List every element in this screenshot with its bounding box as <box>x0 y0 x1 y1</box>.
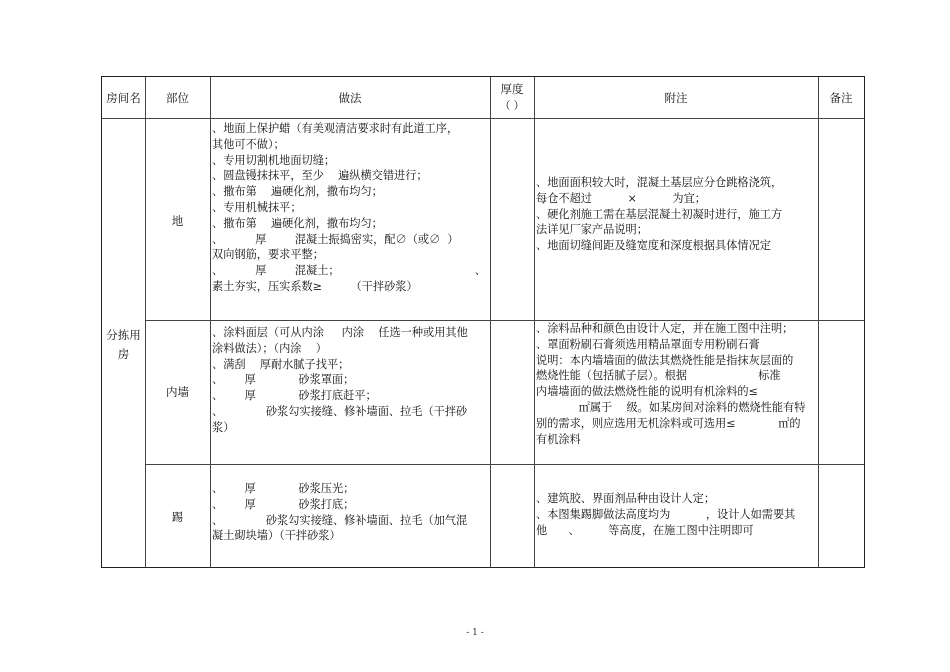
method-line: 、 砂浆勾实接缝、修补墙面、拉毛（干拌砂 <box>212 404 468 418</box>
method-line: 凝土砌块墙）（干拌砂浆） <box>212 529 341 543</box>
note-line: 、硬化剂施工需在基层混凝土初凝时进行，施工方 <box>536 207 783 221</box>
note-line: 每仓不超过 × 为宜； <box>536 191 706 205</box>
note-line: ㎡属于 级。如某房间对涂料的燃烧性能有特 <box>536 400 806 414</box>
notes-inner-wall <box>536 321 805 447</box>
method-line: 浆） <box>212 420 235 434</box>
note-line: 燃烧性能（包括腻子层）。根据 标准 <box>536 369 781 383</box>
col-divider <box>818 77 819 567</box>
note-line: 、罩面粉刷石膏须选用精品罩面专用粉刷石膏 <box>536 337 760 351</box>
notes-floor <box>536 175 782 254</box>
method-line: 、圆盘镘抹抹平，至少 遍纵横交错进行； <box>212 169 428 183</box>
method-line: 素土夯实，压实系数≥ （干拌砂浆） <box>212 279 418 293</box>
method-line: 其他可不做）； <box>212 137 285 151</box>
note-line: 他 、 等高度，在施工图中注明即可 <box>536 523 754 537</box>
method-line: 、 砂浆勾实接缝、修补墙面、拉毛（加气混 <box>212 513 468 527</box>
method-line: 、满刮 厚耐水腻子找平； <box>212 357 350 371</box>
col-divider <box>145 77 146 567</box>
method-inner-wall <box>212 325 468 436</box>
method-line: 、专用切割机地面切缝； <box>212 153 336 167</box>
method-skirting <box>212 481 467 544</box>
method-line: 双向钢筋，要求平整； <box>212 248 324 262</box>
note-line: 内墙墙面的做法燃烧性能的说明有机涂料的≤ <box>536 385 758 399</box>
table-bottom-border <box>101 567 865 568</box>
col-divider <box>210 77 211 567</box>
col-divider <box>534 77 535 567</box>
room-name-line: 分拣用 <box>106 328 141 342</box>
header-method: 做法 <box>338 91 362 105</box>
note-line: 、涂料品种和颜色由设计人定，并在施工图中注明； <box>536 322 794 335</box>
note-line: 、本图集踢脚做法高度均为 ，设计人如需要其 <box>536 507 796 521</box>
method-line: 、撒布第 遍硬化剂，撒布均匀； <box>212 216 383 230</box>
part-skirting: 踢 <box>171 510 184 524</box>
room-name-line: 房 <box>117 347 130 361</box>
header-room: 房间名 <box>106 91 141 105</box>
method-line: 、 厚 砂浆打底赶平； <box>212 389 377 403</box>
note-line: 、地面面积较大时，混凝土基层应分仓跳格浇筑， <box>536 176 783 189</box>
header-remarks: 备注 <box>829 91 853 105</box>
notes-skirting <box>536 491 795 538</box>
room-name <box>102 326 145 364</box>
part-inner-wall: 内墙 <box>166 385 189 399</box>
note-line: 有机涂料 <box>536 432 581 446</box>
method-floor <box>212 121 486 295</box>
method-line: 、地面上保护蜡（有美观清洁要求时有此道工序， <box>212 122 459 135</box>
method-line: 、 厚 砂浆压光； <box>212 482 355 495</box>
method-line: 、 厚 砂浆打底； <box>212 497 355 511</box>
note-line: 说明：本内墙墙面的做法其燃烧性能是指抹灰层面的 <box>536 353 794 367</box>
note-line: 、建筑胶、界面剂品种由设计人定； <box>536 492 716 505</box>
method-line: 、 厚 砂浆罩面； <box>212 373 355 387</box>
header-thickness: 厚度 <box>500 82 524 96</box>
method-line: 、涂料面层（可从内涂 内涂 任选一种或用其他 <box>212 326 468 339</box>
header-divider <box>102 118 864 119</box>
construction-table <box>101 76 865 568</box>
part-floor: 地 <box>171 214 184 228</box>
col-divider <box>490 77 491 567</box>
method-line: 、 厚 混凝土振捣密实，配∅（或∅ ） <box>212 232 459 246</box>
method-line: 、 厚 混凝土； 、 <box>212 264 486 278</box>
note-line: 法详见厂家产品说明； <box>536 223 648 237</box>
row-divider <box>145 464 864 465</box>
header-notes: 附注 <box>664 91 688 105</box>
method-line: 涂料做法）；（内涂 ） <box>212 341 327 355</box>
note-line: 别的需求，则应选用无机涂料或可选用≤ ㎡的 <box>536 416 801 430</box>
method-line: 、专用机械抹平； <box>212 200 302 214</box>
page-number: - 1 - <box>466 628 484 638</box>
header-part: 部位 <box>166 91 189 105</box>
note-line: 、地面切缝间距及缝宽度和深度根据具体情况定 <box>536 239 771 253</box>
method-line: 、撒布第 遍硬化剂，撒布均匀； <box>212 185 383 199</box>
header-thickness-unit: （ ） <box>499 100 525 112</box>
